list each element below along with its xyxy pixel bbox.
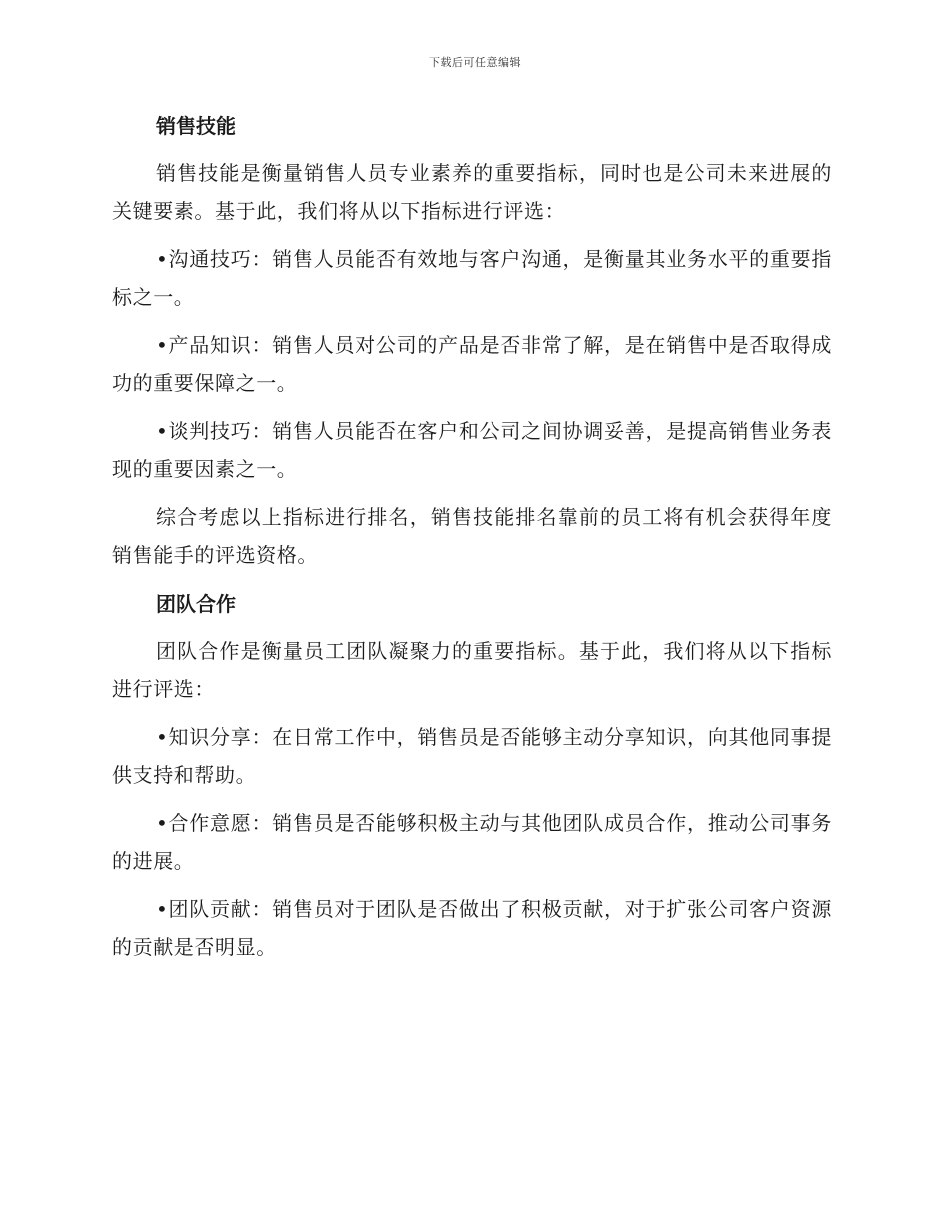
section-heading: 团队合作	[156, 592, 236, 616]
section-heading: 销售技能	[156, 114, 236, 138]
bullet-item	[112, 890, 832, 966]
section-intro: 销售技能是衡量销售人员专业素养的重要指标，同时也是公司未来进展的关键要素。基于此，我们将从以下指标进行评选：	[112, 161, 832, 223]
bullet-dot-icon: •	[156, 725, 169, 749]
bullet-item	[112, 804, 832, 880]
bullet-item	[112, 718, 832, 794]
section-summary: 综合考虑以上指标进行排名，销售技能排名靠前的员工将有机会获得年度销售能手的评选资格。	[112, 505, 832, 567]
section-sales-skills	[112, 108, 832, 574]
bullet-text: 沟通技巧：销售人员能否有效地与客户沟通，是衡量其业务水平的重要指标之一。	[112, 247, 832, 309]
bullet-text: 谈判技巧：销售人员能否在客户和公司之间协调妥善，是提高销售业务表现的重要因素之一。	[112, 419, 832, 481]
bullet-dot-icon: •	[156, 897, 169, 921]
section-intro: 团队合作是衡量员工团队凝聚力的重要指标。基于此，我们将从以下指标进行评选：	[112, 639, 832, 701]
page-header-note: 下载后可任意编辑	[429, 56, 521, 69]
bullet-dot-icon: •	[156, 247, 169, 271]
bullet-text: 团队贡献：销售员对于团队是否做出了积极贡献，对于扩张公司客户资源的贡献是否明显。	[112, 897, 832, 959]
bullet-item	[112, 240, 832, 316]
bullet-dot-icon: •	[156, 419, 169, 443]
bullet-text: 知识分享：在日常工作中，销售员是否能够主动分享知识，向其他同事提供支持和帮助。	[112, 725, 832, 787]
bullet-text: 合作意愿：销售员是否能够积极主动与其他团队成员合作，推动公司事务的进展。	[112, 811, 832, 873]
bullet-item	[112, 326, 832, 402]
bullet-dot-icon: •	[156, 333, 169, 357]
bullet-item	[112, 412, 832, 488]
bullet-text: 产品知识：销售人员对公司的产品是否非常了解，是在销售中是否取得成功的重要保障之一。	[112, 333, 832, 395]
document-body	[112, 108, 832, 976]
section-teamwork	[112, 586, 832, 966]
bullet-dot-icon: •	[156, 811, 169, 835]
